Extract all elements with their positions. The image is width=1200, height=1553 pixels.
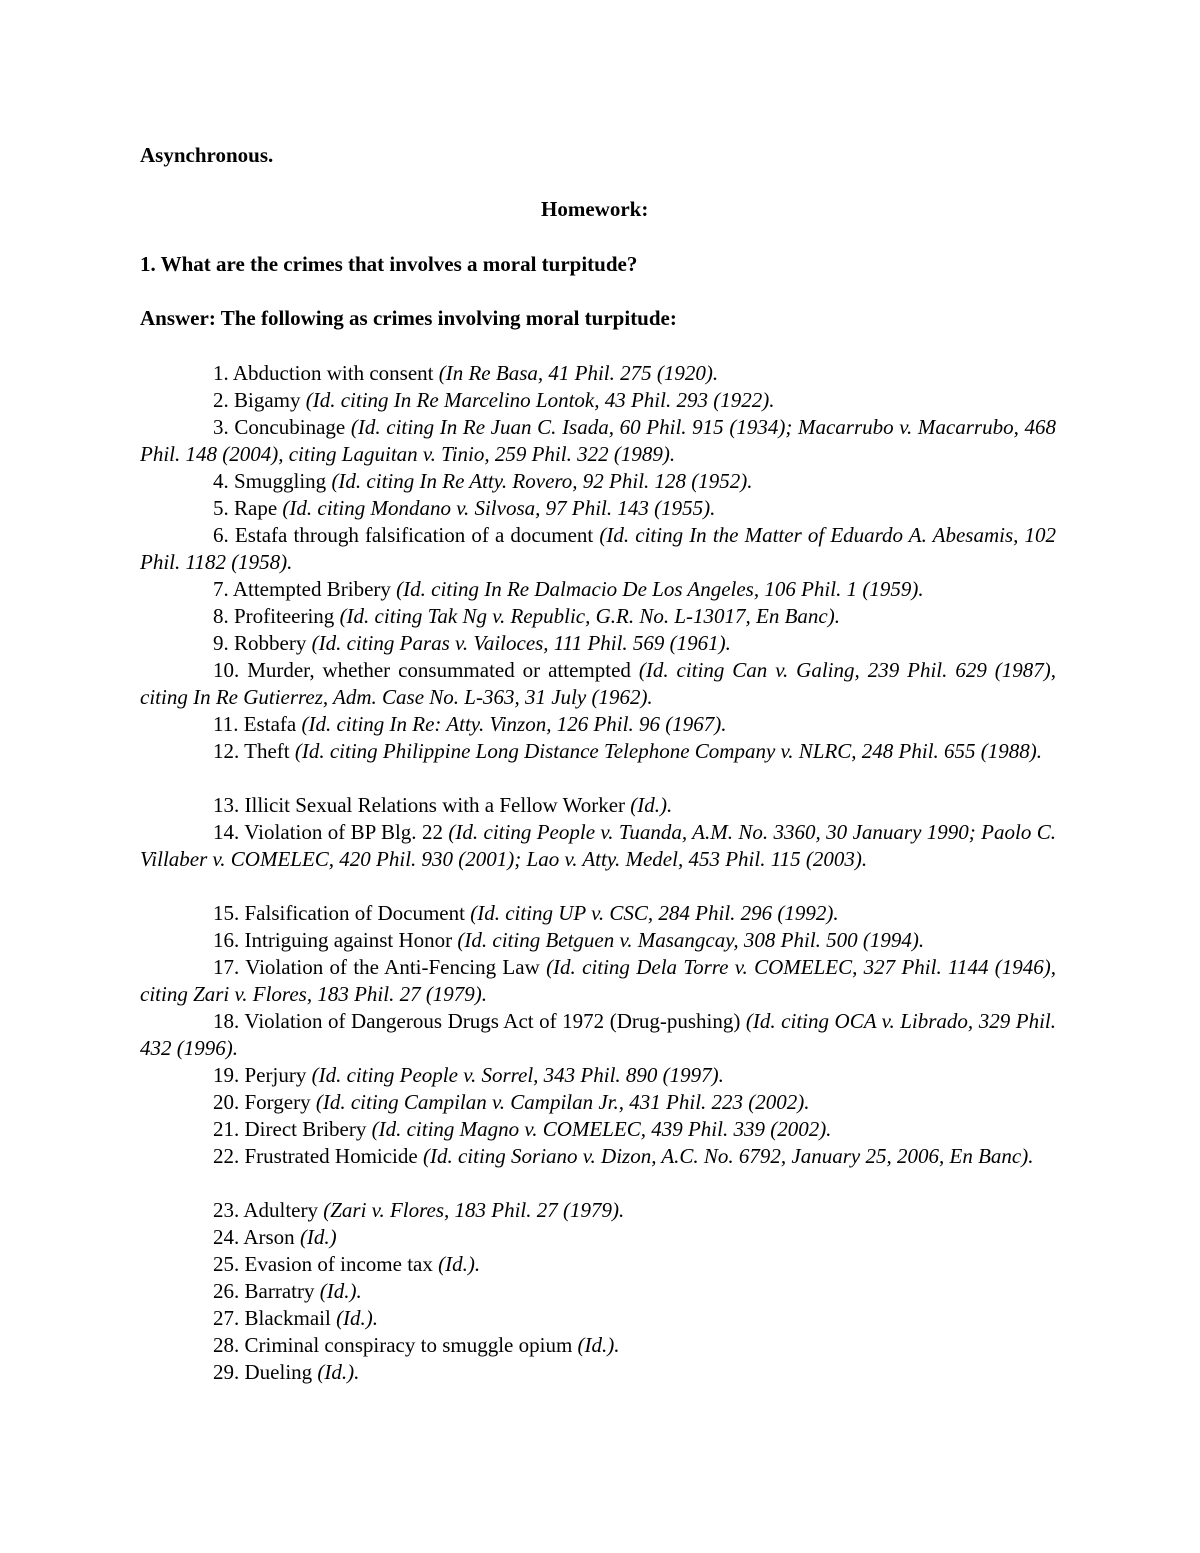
item-citation: (Id. citing People v. Sorrel, 343 Phil. 890 (1997). [311, 1063, 724, 1087]
item-citation: (Id. citing Magno v. COMELEC, 439 Phil. 339 (2002). [371, 1117, 832, 1141]
item-citation: (Zari v. Flores, 183 Phil. 27 (1979). [323, 1198, 625, 1222]
item-crime: Theft [244, 739, 295, 763]
item-citation: (Id.). [438, 1252, 481, 1276]
list-item [140, 711, 1056, 738]
item-citation: (Id. citing In the Matter of Eduardo A. Abesamis, 102 Phil. 1182 (1958). [140, 523, 1057, 575]
item-citation: (In Re Basa, 41 Phil. 275 (1920). [438, 361, 719, 385]
item-citation: (Id. citing In Re Marcelino Lontok, 43 Phil. 293 (1922). [305, 388, 775, 412]
item-number: 15. [213, 901, 245, 925]
list-item [140, 1143, 1056, 1170]
item-crime: Intriguing against Honor [244, 928, 458, 952]
item-citation: (Id.). [577, 1333, 620, 1357]
list-item [140, 1089, 1056, 1116]
list-item [140, 792, 1056, 819]
item-number: 26. [213, 1279, 245, 1303]
item-citation: (Id. citing Mondano v. Silvosa, 97 Phil. 143 (1955). [282, 496, 716, 520]
item-citation: (Id. citing In Re Dalmacio De Los Angeles, 106 Phil. 1 (1959). [396, 577, 924, 601]
item-crime: Rape [234, 496, 283, 520]
list-item [140, 603, 1056, 630]
item-crime: Profiteering [234, 604, 340, 628]
item-citation: (Id. citing UP v. CSC, 284 Phil. 296 (1992). [470, 901, 839, 925]
item-number: 17. [213, 955, 246, 979]
list-item [140, 1197, 1056, 1224]
item-number: 28. [213, 1333, 245, 1357]
item-crime: Perjury [244, 1063, 312, 1087]
list-item [140, 657, 1056, 711]
item-citation: (Id.). [317, 1360, 360, 1384]
list-item [140, 495, 1056, 522]
item-citation: (Id. citing Dela Torre v. COMELEC, 327 Phil. 1144 (1946), citing Zari v. Flores, 183 Phil. 27 (1979). [140, 955, 1057, 1007]
item-crime: Arson [243, 1225, 300, 1249]
item-number: 16. [213, 928, 245, 952]
item-citation: (Id. citing Tak Ng v. Republic, G.R. No. L-13017, En Banc). [339, 604, 840, 628]
item-crime: Violation of BP Blg. 22 [244, 820, 449, 844]
item-crime: Smuggling [234, 469, 332, 493]
item-crime: Frustrated Homicide [244, 1144, 423, 1168]
item-crime: Bigamy [234, 388, 306, 412]
list-item [140, 954, 1056, 1008]
list-item [140, 1008, 1056, 1062]
item-crime: Barratry [244, 1279, 320, 1303]
question: 1. What are the crimes that involves a moral turpitude? [140, 252, 638, 276]
item-citation: (Id. citing Can v. Galing, 239 Phil. 629 (1987), citing In Re Gutierrez, Adm. Case No. L-363, 31 July (1962). [140, 658, 1056, 710]
item-citation: (Id.) [299, 1225, 337, 1249]
item-citation: (Id. citing OCA v. Librado, 329 Phil. 432 (1996). [140, 1009, 1056, 1061]
item-number: 24. [213, 1225, 244, 1249]
item-crime: Violation of Dangerous Drugs Act of 1972 (Drug-pushing) [244, 1009, 746, 1033]
list-item [140, 1251, 1056, 1278]
item-crime: Abduction with consent [232, 361, 439, 385]
item-citation: (Id. citing Paras v. Vailoces, 111 Phil. 569 (1961). [311, 631, 731, 655]
item-citation: (Id.). [319, 1279, 362, 1303]
item-crime: Estafa through falsification of a document [234, 523, 600, 547]
item-number: 11. [213, 712, 244, 736]
item-crime: Attempted Bribery [232, 577, 397, 601]
list-item [140, 468, 1056, 495]
list-item [140, 927, 1056, 954]
list-item [140, 1224, 1056, 1251]
item-number: 27. [213, 1306, 245, 1330]
item-number: 12. [213, 739, 245, 763]
item-crime: Adultery [243, 1198, 324, 1222]
doc-subtitle: Homework: [541, 197, 649, 221]
list-item [140, 360, 1056, 387]
list-item [140, 1116, 1056, 1143]
item-crime: Blackmail [244, 1306, 337, 1330]
item-number: 3. [213, 415, 235, 439]
item-number: 8. [213, 604, 234, 628]
item-citation: (Id. citing In Re Atty. Rovero, 92 Phil. 128 (1952). [331, 469, 753, 493]
item-number: 14. [213, 820, 245, 844]
item-crime: Forgery [244, 1090, 316, 1114]
item-crime: Criminal conspiracy to smuggle opium [244, 1333, 578, 1357]
item-number: 1. [213, 361, 233, 385]
item-crime: Illicit Sexual Relations with a Fellow Worker [244, 793, 631, 817]
item-number: 5. [213, 496, 234, 520]
item-citation: (Id. citing Philippine Long Distance Telephone Company v. NLRC, 248 Phil. 655 (1988). [294, 739, 1043, 763]
item-number: 7. [213, 577, 233, 601]
item-number: 29. [213, 1360, 245, 1384]
item-citation: (Id.). [336, 1306, 379, 1330]
list-item [140, 1332, 1056, 1359]
item-number: 13. [213, 793, 245, 817]
list-item [140, 414, 1056, 468]
item-number: 9. [213, 631, 234, 655]
list-item [140, 576, 1056, 603]
list-item [140, 1062, 1056, 1089]
item-number: 23. [213, 1198, 244, 1222]
item-number: 19. [213, 1063, 245, 1087]
answer-intro: Answer: The following as crimes involving moral turpitude: [140, 306, 677, 330]
item-number: 25. [213, 1252, 245, 1276]
list-item [140, 1305, 1056, 1332]
item-crime: Dueling [244, 1360, 318, 1384]
list-item [140, 900, 1056, 927]
item-number: 10. [213, 658, 248, 682]
item-citation: (Id. citing In Re: Atty. Vinzon, 126 Phil. 96 (1967). [301, 712, 727, 736]
list-item [140, 738, 1056, 765]
item-number: 6. [213, 523, 235, 547]
list-item [140, 630, 1056, 657]
item-number: 21. [213, 1117, 245, 1141]
list-item [140, 819, 1056, 873]
item-citation: (Id.). [630, 793, 673, 817]
item-number: 4. [213, 469, 234, 493]
doc-title: Asynchronous. [140, 143, 274, 167]
item-citation: (Id. citing Soriano v. Dizon, A.C. No. 6792, January 25, 2006, En Banc). [422, 1144, 1034, 1168]
item-crime: Murder, whether consummated or attempted [247, 658, 639, 682]
item-crime: Falsification of Document [244, 901, 471, 925]
item-crime: Violation of the Anti-Fencing Law [245, 955, 547, 979]
list-item [140, 522, 1056, 576]
item-crime: Direct Bribery [244, 1117, 372, 1141]
item-crime: Estafa [243, 712, 302, 736]
list-item [140, 1278, 1056, 1305]
item-citation: (Id. citing Betguen v. Masangcay, 308 Phil. 500 (1994). [457, 928, 925, 952]
item-crime: Evasion of income tax [244, 1252, 439, 1276]
item-number: 22. [213, 1144, 245, 1168]
item-citation: (Id. citing In Re Juan C. Isada, 60 Phil. 915 (1934); Macarrubo v. Macarrubo, 468 Phil. 148 (2004), citing Laguitan v. Tinio, 259 Phil. 322 (1989). [140, 415, 1056, 467]
item-number: 18. [213, 1009, 245, 1033]
list-item [140, 387, 1056, 414]
item-citation: (Id. citing People v. Tuanda, A.M. No. 3360, 30 January 1990; Paolo C. Villaber v. COMELEC, 420 Phil. 930 (2001); Lao v. Atty. Medel, 453 Phil. 115 (2003). [140, 820, 1057, 872]
item-number: 2. [213, 388, 234, 412]
list-item [140, 1359, 1056, 1386]
item-citation: (Id. citing Campilan v. Campilan Jr., 431 Phil. 223 (2002). [315, 1090, 810, 1114]
item-number: 20. [213, 1090, 245, 1114]
item-crime: Robbery [234, 631, 312, 655]
item-crime: Concubinage [234, 415, 351, 439]
